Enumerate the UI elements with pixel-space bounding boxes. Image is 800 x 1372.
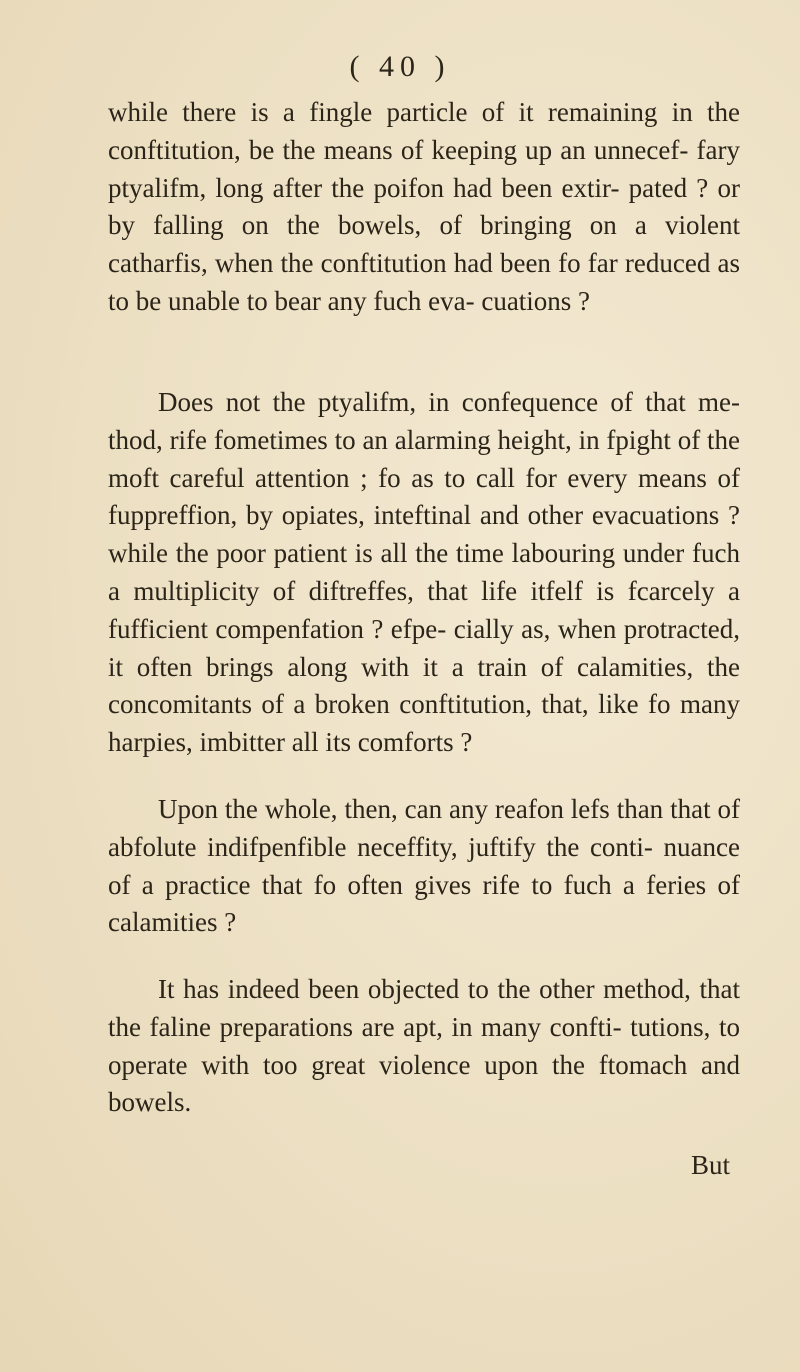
paragraph-2 xyxy=(108,384,740,762)
paragraph-text: while there is a fingle particle of it remaining in the conftitution, be the means of keeping up an unnecef- fary ptyalifm, long after the poifon had been extir- pated ? or by falling on the bowels, of bringing on a violent catharfis, when the conftitution had been fo far reduced as to be unable to bear any fuch eva- cuations ? xyxy=(108,97,740,316)
paragraph-text: Does not the ptyalifm, in confequence of that me- thod, rife fometimes to an alarming height, in fpight of the moft careful attention ; fo as to call for every means of fuppreffion, by opiates, inteftinal and other evacuations ? while the poor patient is all the time labouring under fuch a multiplicity of diftreffes, that life itfelf is fcarcely a fufficient compenfation ? efpe- cially as, when protracted, it often brings along with it a train of calamities, the concomitants of a broken conftitution, that, like fo many harpies, imbitter all its comforts ? xyxy=(108,387,740,758)
paragraph-3 xyxy=(108,791,740,942)
page-number: ( 40 ) xyxy=(349,50,451,83)
paragraph-4 xyxy=(108,971,740,1122)
paragraph-text: It has indeed been objected to the other method, that the faline preparations are apt, in many confti- tutions, to operate with too great violence upon the ftomach and bowels. xyxy=(108,974,740,1118)
catchword: But xyxy=(690,1150,730,1180)
paragraph-1 xyxy=(108,94,740,321)
paragraph-text: Upon the whole, then, can any reafon lefs than that of abfolute indifpenfible neceffity, juftify the conti- nuance of a practice that fo often gives rife to fuch a feries of calamities ? xyxy=(108,794,740,938)
